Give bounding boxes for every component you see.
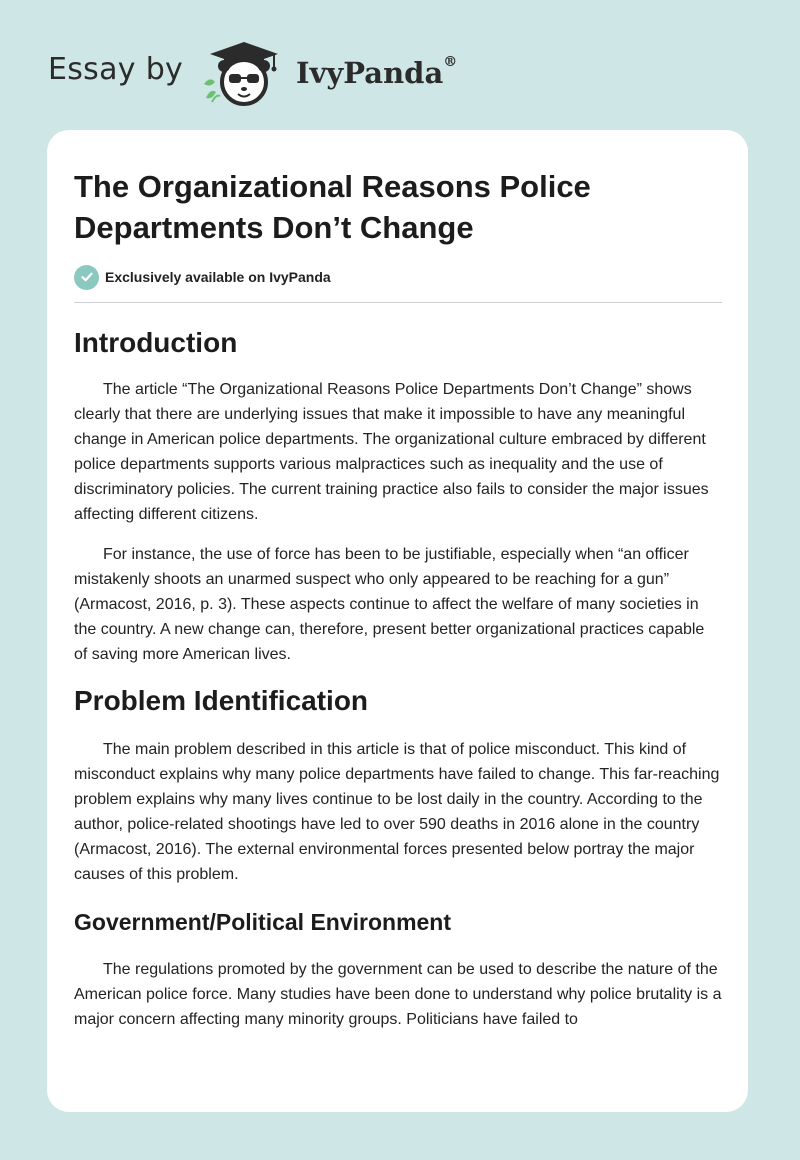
exclusive-badge [74, 264, 722, 290]
article-card [47, 130, 748, 1112]
paragraph: For instance, the use of force has been to be justifiable, especially when “an officer mistakenly shoots an unarmed suspect who only appeared to be reaching for a gun” (Armacost, 2016, p. 3). These aspects continue to affect the welfare of many societies in the country. A new change can, therefore, present better organizational practices capable of saving more American lives. [74, 546, 705, 663]
article-title: The Organizational Reasons Police Departments Don’t Change [74, 169, 591, 245]
article-content [74, 166, 722, 1032]
subsection-heading-government-political: Government/Political Environment [74, 909, 452, 935]
check-icon [74, 265, 99, 290]
registered-mark: ® [443, 54, 458, 70]
ivypanda-logo-icon[interactable] [198, 36, 288, 108]
section-heading-introduction: Introduction [74, 327, 238, 358]
paragraph: The main problem described in this article is that of police misconduct. This kind of misconduct explains why many police departments have failed to change. This far-reaching problem explains why many lives continue to be lost daily in the country. According to the author, police-related shootings have led to over 590 deaths in 2016 alone in the country (Armacost, 2016). The external environmental forces presented below portray the major causes of this problem. [74, 741, 720, 883]
brand-text: IvyPanda [296, 56, 444, 90]
essay-by-label: Essay by [48, 52, 184, 87]
divider [74, 302, 722, 303]
brand-name[interactable] [296, 56, 457, 90]
section-heading-problem-identification: Problem Identification [74, 685, 369, 716]
paragraph: The regulations promoted by the government can be used to describe the nature of the American police force. Many studies have been done to understand why police brutality is a major concern affecting many minority groups. Politicians have failed to [74, 961, 722, 1028]
exclusive-label: Exclusively available on IvyPanda [105, 269, 331, 285]
paragraph: The article “The Organizational Reasons Police Departments Don’t Change” shows clearly that there are underlying issues that make it impossible to have any meaningful change in American police departments. The organizational culture embraced by different police departments supports various malpractices such as inequality and the use of discriminatory policies. The current training practice also fails to consider the major issues affecting different citizens. [74, 381, 709, 523]
site-header [0, 0, 800, 130]
